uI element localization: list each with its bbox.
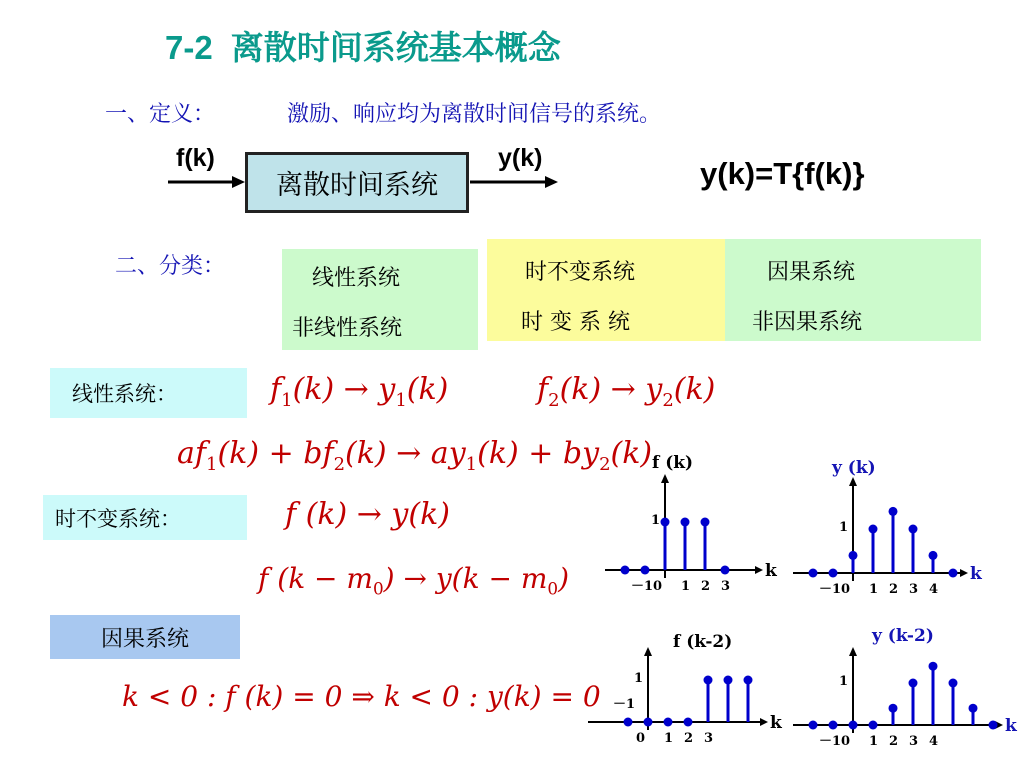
causal-section-label: 因果系统 [50, 615, 240, 659]
plot-f-k [605, 452, 775, 597]
stem-point [829, 721, 838, 730]
x-tick-label: 2 [889, 734, 899, 749]
x-tick-label: 0 [636, 731, 646, 746]
linear-mapping-2: $f_2(k) \to y_2(k)$ [537, 372, 716, 411]
x-tick-label: －1 [631, 579, 654, 594]
stem-point [949, 679, 958, 688]
time-shift-mapping: f $(k - m_0) \to y(k - m_0)$ [258, 562, 569, 599]
definition-label: 一、定义： [105, 102, 216, 127]
input-arrow-head [232, 176, 245, 188]
x-tick-label: 4 [929, 734, 939, 749]
stem-point [809, 569, 818, 578]
stem-point [909, 679, 918, 688]
linear-mapping-1: $f_1(k) \to y_1(k)$ [270, 372, 449, 411]
stem-point [681, 518, 690, 527]
time-variant-label: 时 变 系 统 [521, 310, 630, 335]
x-tick-label: 3 [909, 582, 919, 597]
x-tick-label: 1 [681, 579, 691, 594]
nonlinear-system-label: 非线性系统 [292, 316, 403, 341]
x-tick-label: 2 [889, 582, 899, 597]
stem-point [744, 676, 753, 685]
x-axis-arrow [960, 569, 968, 577]
time-invariant-box [487, 239, 725, 341]
y-tick-label: 1 [839, 520, 849, 535]
stem-point [644, 718, 653, 727]
linear-label: 线性系统： [50, 368, 247, 418]
y-axis-arrow [661, 474, 669, 483]
plot-y-k [790, 455, 985, 600]
output-signal-label: y(k) [498, 144, 543, 172]
causal-noncausal-box [725, 239, 981, 341]
classification-label: 二、分类： [115, 254, 226, 279]
x-tick-label: 3 [721, 579, 731, 594]
x-tick-label: 4 [929, 582, 939, 597]
system-block: 离散时间系统 [245, 152, 469, 213]
y-tick-label: 1 [651, 513, 661, 528]
x-tick-label: －1 [819, 582, 842, 597]
stem-point [849, 551, 858, 560]
causal-system-label: 因果系统 [767, 260, 856, 285]
y-axis-arrow [644, 647, 652, 656]
page-title [165, 22, 561, 69]
y-tick-label: 1 [634, 671, 644, 686]
stem-point [704, 676, 713, 685]
noncausal-system-label: 非因果系统 [752, 310, 863, 335]
section-number: 7-2 [165, 29, 213, 66]
stem-point [949, 569, 958, 578]
x-axis-label: k [770, 713, 782, 733]
stem-point [929, 662, 938, 671]
stem-point [869, 525, 878, 534]
x-tick-label: 0 [841, 582, 851, 597]
stem-point [664, 718, 673, 727]
stem-point [869, 721, 878, 730]
x-axis-label: k [765, 561, 777, 581]
y-axis-arrow [849, 647, 857, 656]
stem-point [849, 721, 858, 730]
plot-title: y (k-2) [872, 626, 934, 646]
stem-point [721, 566, 730, 575]
y-neg-tick-label: －1 [613, 697, 636, 712]
stem-point [624, 718, 633, 727]
x-axis-arrow [760, 718, 768, 726]
stem-point [909, 525, 918, 534]
x-axis-label: k [1005, 716, 1017, 736]
x-tick-label: 2 [684, 731, 694, 746]
section-title: 离散时间系统基本概念 [230, 28, 561, 67]
stem-point [929, 551, 938, 560]
stem-point [621, 566, 630, 575]
time-invariant-section-label: 时不变系统： [43, 495, 247, 540]
plot-y-k-minus-2 [790, 625, 1015, 750]
plot-title: f (k-2) [673, 632, 733, 652]
stem-point [724, 676, 733, 685]
plot-title: y (k) [832, 458, 876, 478]
stem-point [829, 569, 838, 578]
x-axis-label: k [970, 564, 982, 584]
linear-nonlinear-box [282, 249, 478, 350]
x-tick-label: －1 [819, 734, 842, 749]
plot-f-k-minus-2 [605, 625, 780, 750]
causal-condition: k < 0 : f (k) = 0 ⇒ k < 0 : y(k) = 0 [122, 680, 601, 713]
y-axis-arrow [849, 477, 857, 486]
input-signal-label: f(k) [176, 144, 215, 172]
superposition-formula: $af_1(k) + bf_2(k) \to ay_1(k) + by_2(k)$ [177, 436, 653, 475]
x-tick-label: 3 [704, 731, 714, 746]
linear-system-label: 线性系统 [312, 266, 401, 291]
stem-point [989, 721, 998, 730]
stem-point [661, 518, 670, 527]
stem-point [684, 718, 693, 727]
stem-point [889, 704, 898, 713]
stem-point [809, 721, 818, 730]
time-invariant-label: 时不变系统 [525, 260, 636, 285]
x-tick-label: 1 [664, 731, 674, 746]
definition-text: 激励、响应均为离散时间信号的系统。 [287, 102, 662, 127]
x-tick-label: 1 [869, 582, 879, 597]
stem-point [889, 507, 898, 516]
x-tick-label: 3 [909, 734, 919, 749]
y-tick-label: 1 [839, 674, 849, 689]
stem-point [701, 518, 710, 527]
x-tick-label: 0 [841, 734, 851, 749]
output-arrow-head [545, 176, 558, 188]
x-tick-label: 0 [653, 579, 663, 594]
x-axis-arrow [755, 566, 763, 574]
plot-title: f (k) [652, 453, 694, 473]
time-invariant-mapping: f (k) → y(k) [285, 497, 450, 532]
system-equation: y(k)=T{f(k)} [700, 156, 865, 191]
x-tick-label: 2 [701, 579, 711, 594]
x-tick-label: 1 [869, 734, 879, 749]
stem-point [969, 704, 978, 713]
stem-point [641, 566, 650, 575]
